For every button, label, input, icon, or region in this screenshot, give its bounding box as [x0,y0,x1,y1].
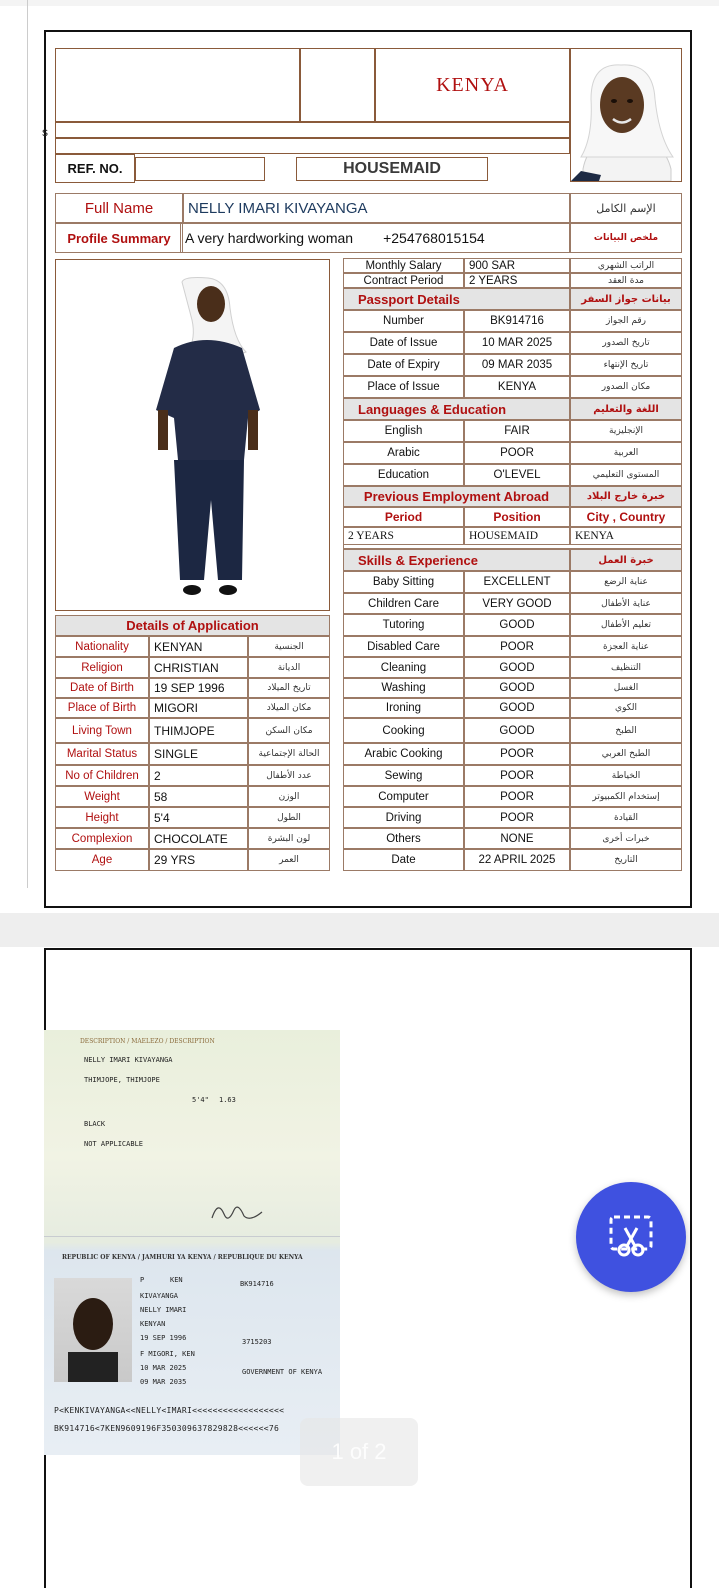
language-row-label: Arabic [343,442,464,464]
passport-row-value: 10 MAR 2025 [464,332,570,354]
employment-period: 2 YEARS [343,527,464,545]
pp-type: P [140,1276,145,1284]
language-row-label-ar: الإنجليزية [570,420,682,442]
application-row-label: Place of Birth [55,698,149,718]
pp-fold [44,1236,340,1237]
ref-label: REF. NO. [67,161,123,176]
contract-label: Monthly Salary [343,258,464,273]
language-row-label-ar: العربية [570,442,682,464]
passport-row-label: Place of Issue [343,376,464,398]
passport-row-label-ar: تاريخ الإنتهاء [570,354,682,376]
application-row-value: KENYAN [149,636,248,657]
job-title-box [296,157,488,181]
skill-row-label: Cleaning [343,657,464,678]
skill-row-label: Driving [343,807,464,828]
contract-label-ar: الراتب الشهري [570,258,682,273]
application-row-value: 19 SEP 1996 [149,678,248,698]
application-row-label: No of Children [55,765,149,786]
skill-row-label: Tutoring [343,614,464,636]
employment-header-position: Position [464,507,570,527]
full-name-label-ar: الإسم الكامل [570,193,682,223]
crop-scan-button[interactable] [576,1182,686,1292]
side-mark: s [42,125,48,139]
skill-row-label-ar: التنظيف [570,657,682,678]
country-title: KENYA [436,73,509,96]
header-strip-2 [55,138,570,154]
application-row-label: Height [55,807,149,828]
application-row-label-ar: مكان الميلاد [248,698,330,718]
language-row-label: English [343,420,464,442]
application-row-label-ar: عدد الأطفال [248,765,330,786]
employment-header-country: City , Country [570,507,682,527]
application-row-label-ar: تاريخ الميلاد [248,678,330,698]
ref-number-field[interactable] [135,157,265,181]
pp-height-ft: 5'4" [192,1096,209,1104]
skill-row-value: GOOD [464,614,570,636]
header-box-left [55,48,300,122]
application-row-label-ar: مكان السكن [248,718,330,743]
application-row-label: Weight [55,786,149,807]
application-row-label-ar: الطول [248,807,330,828]
application-row-label-ar: الحالة الإجتماعية [248,743,330,765]
skill-row-label: Sewing [343,765,464,786]
skill-row-value: GOOD [464,678,570,698]
application-row-label-ar: الجنسية [248,636,330,657]
language-row-value: FAIR [464,420,570,442]
skill-row-label: Baby Sitting [343,571,464,593]
skill-row-value: EXCELLENT [464,571,570,593]
passport-scan [44,1030,340,1455]
pp-marks: NOT APPLICABLE [84,1140,144,1148]
pp-sex-place: F MIGORI, KEN [140,1350,195,1358]
skill-row-label: Disabled Care [343,636,464,657]
employment-header-period: Period [343,507,464,527]
skill-row-value: POOR [464,765,570,786]
skill-row-value: 22 APRIL 2025 [464,849,570,871]
application-row-label: Date of Birth [55,678,149,698]
pp-issue-date: 10 MAR 2025 [140,1364,187,1372]
phone-number: +254768015154 [383,230,485,246]
language-row-value: POOR [464,442,570,464]
application-row-value: 58 [149,786,248,807]
pp-mrz-line-1: P<KENKIVAYANGA<<NELLY<IMARI<<<<<<<<<<<<<<<<<< [54,1406,285,1415]
page-gap [0,913,719,947]
summary-label-ar: ملخص البيانات [570,223,682,253]
application-row-value: CHRISTIAN [149,657,248,678]
pp-mrz-line-2: BK914716<7KEN9609196F350309637829828<<<<<<76 [54,1424,280,1433]
pp-expiry-date: 09 MAR 2035 [140,1378,187,1386]
application-row-label: Living Town [55,718,149,743]
skill-row-label: Arabic Cooking [343,743,464,765]
contract-label-ar: مدة العقد [570,273,682,288]
skill-row-label-ar: خبرات أخرى [570,828,682,849]
skill-row-label: Computer [343,786,464,807]
skills-section-title-ar: خبرة العمل [570,549,682,571]
employment-position: HOUSEMAID [464,527,570,545]
application-row-label: Age [55,849,149,871]
application-row-label: Nationality [55,636,149,657]
pp-code: KEN [170,1276,183,1284]
passport-row-label-ar: مكان الصدور [570,376,682,398]
pp-dob: 19 SEP 1996 [140,1334,187,1342]
language-row-label-ar: المستوى التعليمي [570,464,682,486]
application-row-label-ar: لون البشرة [248,828,330,849]
skill-row-label: Cooking [343,718,464,743]
application-row-value: CHOCOLATE [149,828,248,849]
skill-row-label-ar: إستخدام الكمبيوتر [570,786,682,807]
skill-row-label: Washing [343,678,464,698]
pp-surname: KIVAYANGA [140,1292,178,1300]
passport-row-label-ar: تاريخ الصدور [570,332,682,354]
skill-row-value: POOR [464,807,570,828]
skill-row-label-ar: الطبخ العربي [570,743,682,765]
skill-row-label-ar: الخياطة [570,765,682,786]
page-indicator: 1 of 2 [300,1418,418,1486]
pp-holder-photo [54,1278,132,1382]
application-row-label-ar: العمر [248,849,330,871]
language-row-label: Education [343,464,464,486]
pp-authority: GOVERNMENT OF KENYA [242,1368,323,1376]
application-row-value: 29 YRS [149,849,248,871]
skill-row-value: GOOD [464,718,570,743]
application-row-value: 5'4 [149,807,248,828]
job-title: HOUSEMAID [343,160,441,177]
pp-residence: THIMJOPE, THIMJOPE [84,1076,160,1084]
skill-row-label: Date [343,849,464,871]
skill-row-label-ar: القيادة [570,807,682,828]
application-title: Details of Application [55,615,330,636]
employment-title: Previous Employment Abroad [343,486,570,507]
contract-value: 900 SAR [464,258,570,273]
application-row-label-ar: الوزن [248,786,330,807]
pp-given-names: NELLY IMARI [140,1306,187,1314]
full-name-label: Full Name [55,193,183,223]
profile-photo [570,48,682,182]
skill-row-value: GOOD [464,698,570,718]
pp-desc-title: DESCRIPTION / MAELEZO / DESCRIPTION [80,1038,215,1045]
passport-row-value: 09 MAR 2035 [464,354,570,376]
skill-row-label-ar: عناية الأطفال [570,593,682,614]
contract-label: Contract Period [343,273,464,288]
skill-row-value: POOR [464,786,570,807]
skill-row-value: VERY GOOD [464,593,570,614]
passport-section-title: Passport Details [343,288,570,310]
skill-row-value: POOR [464,636,570,657]
application-row-value: SINGLE [149,743,248,765]
skill-row-label-ar: عناية العجزة [570,636,682,657]
skill-row-label-ar: الكوي [570,698,682,718]
pp-signature-mark [208,1196,268,1226]
languages-section-title-ar: اللغة والتعليم [570,398,682,420]
application-row-label: Marital Status [55,743,149,765]
skill-row-label-ar: تعليم الأطفال [570,614,682,636]
application-row-value: 2 [149,765,248,786]
ref-label-box [55,154,135,183]
skill-row-label-ar: الغسل [570,678,682,698]
country-box [375,48,570,122]
passport-row-label-ar: رقم الجواز [570,310,682,332]
header-strip-1 [55,122,570,138]
pp-id-no: 3715203 [242,1338,272,1346]
summary-label: Profile Summary [55,223,183,253]
scissors-icon [608,1214,654,1260]
summary-text: A very hardworking woman [185,230,354,246]
skill-row-value: NONE [464,828,570,849]
application-row-label: Complexion [55,828,149,849]
skill-row-value: GOOD [464,657,570,678]
passport-row-value: KENYA [464,376,570,398]
skill-row-value: POOR [464,743,570,765]
passport-section-title-ar: بيانات جواز السفر [570,288,682,310]
top-strip [0,0,719,6]
pp-holder-name: NELLY IMARI KIVAYANGA [84,1056,173,1064]
header-box-mid [300,48,375,122]
language-row-value: O'LEVEL [464,464,570,486]
skill-row-label-ar: الطبخ [570,718,682,743]
application-row-label-ar: الديانة [248,657,330,678]
passport-row-value: BK914716 [464,310,570,332]
skill-row-label-ar: عناية الرضع [570,571,682,593]
passport-row-label: Number [343,310,464,332]
languages-section-title: Languages & Education [343,398,570,420]
left-margin-line [27,0,28,888]
employment-country: KENYA [570,527,682,545]
skill-row-label-ar: التاريخ [570,849,682,871]
full-body-photo [55,259,330,611]
skill-row-label: Children Care [343,593,464,614]
application-row-value: THIMJOPE [149,718,248,743]
pp-eyes: BLACK [84,1120,106,1128]
pp-height-m: 1.63 [219,1096,236,1104]
skills-section-title: Skills & Experience [343,549,570,571]
application-row-value: MIGORI [149,698,248,718]
application-row-label: Religion [55,657,149,678]
skill-row-label: Ironing [343,698,464,718]
pp-passport-no: BK914716 [240,1280,274,1288]
employment-title-ar: خبرة خارج البلاد [570,486,682,507]
passport-row-label: Date of Expiry [343,354,464,376]
pp-nationality: KENYAN [140,1320,166,1328]
summary-value [180,223,570,253]
full-name-value: NELLY IMARI KIVAYANGA [183,193,570,223]
passport-row-label: Date of Issue [343,332,464,354]
pp-republic-header: REPUBLIC OF KENYA / JAMHURI YA KENYA / REPUBLIQUE DU KENYA [62,1254,303,1261]
contract-value: 2 YEARS [464,273,570,288]
skill-row-label: Others [343,828,464,849]
